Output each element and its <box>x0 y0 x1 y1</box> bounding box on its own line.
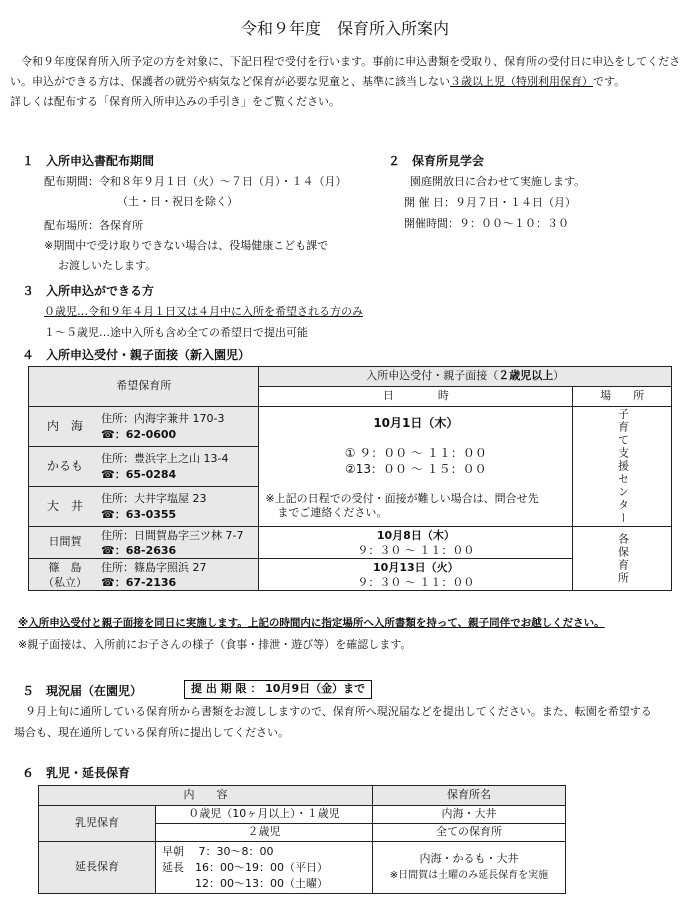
section2-line2: 開 催 日：９月７日・１４日（月） <box>404 196 576 209</box>
nursery-row-karumo <box>29 447 259 487</box>
nursery-name: 大 井 <box>46 499 83 514</box>
section3-line1: ０歳児…令和９年４月１日又は４月中に入所を希望される方のみ <box>44 305 363 318</box>
nursery-phone: ☎：67-2136 <box>101 575 177 589</box>
section4-foot2: ※親子面接は、入所前にお子さんの様子（食事・排泄・遊び等）を確認します。 <box>18 638 412 651</box>
nursery-name: かるも <box>46 459 83 474</box>
intro-p1-end: です。 <box>593 75 626 88</box>
col-name: 保育所名 <box>373 786 566 806</box>
col-place: 場 所 <box>573 387 672 407</box>
place-each: 各保育所 <box>573 527 672 591</box>
section1-note1: ※期間中で受け取りできない場合は、役場健康こども課で <box>44 239 329 252</box>
date2: 10月8日（木） <box>376 528 455 542</box>
nursery-row-utsumi <box>29 407 259 447</box>
ext-names: 内海・かるも・大井 ※日間賀は土曜のみ延長保育を実施 <box>373 842 566 894</box>
nursery-phone: ☎：63-0355 <box>101 507 177 521</box>
time1a: ① ９：００ 〜 １１：００ <box>344 446 487 461</box>
section5-line2: 場合も、現在通所している保育所に提出してください。 <box>14 726 289 739</box>
nursery-name: 内 海 <box>46 419 83 434</box>
nursery-name: 日間賀 <box>48 535 82 549</box>
nursery-row-himaka <box>29 527 259 559</box>
infant-r1-name: 内海・大井 <box>373 806 566 824</box>
infant-label: 乳児保育 <box>39 806 156 842</box>
section1-period: 配布期間：令和８年９月１日（火）〜７日（月）・１４（月） <box>44 175 347 188</box>
col-content: 内 容 <box>39 786 373 806</box>
nursery-phone: ☎：62-0600 <box>101 427 177 441</box>
intro-text <box>10 52 682 112</box>
nursery-phone: ☎：65-0284 <box>101 467 177 481</box>
col-nursery: 希望保育所 <box>29 367 259 407</box>
section6-heading: ６ 乳児・延長保育 <box>22 766 131 780</box>
section1-heading: １ 入所申込書配布期間 <box>22 154 155 168</box>
infant-r1: ０歳児（10ヶ月以上）・１歳児 <box>156 806 373 824</box>
time2: ９：３０ 〜 １１：００ <box>357 543 475 557</box>
section1-period2: （土・日・祝日を除く） <box>117 195 238 208</box>
nursery-row-oi <box>29 487 259 527</box>
section2-line3: 開催時間：９：００〜１０：３０ <box>404 217 569 230</box>
intro-p1-underline: ３歳以上児（特別利用保育） <box>450 75 593 88</box>
nursery-address: 住所：日間賀島字三ツ林 7-7 <box>101 528 244 542</box>
nursery-name: 篠 島 （私立） <box>43 560 87 589</box>
date-block-1 <box>259 407 573 527</box>
nursery-address: 住所：豊浜字上之山 13-4 <box>101 451 229 465</box>
date-block-2 <box>259 527 573 559</box>
section1-place: 配布場所：各保育所 <box>44 219 143 232</box>
section4-foot1: ※入所申込受付と親子面接を同日に実施します。上記の時間内に指定場所へ入所書類を持って、親子同伴でお越しください。 <box>18 617 605 629</box>
date1: 10月1日（木） <box>373 416 459 430</box>
section2-line1: 園庭開放日に合わせて実施します。 <box>410 175 586 188</box>
nursery-address: 住所：内海字兼井 170-3 <box>101 411 225 425</box>
section3-heading: ３ 入所申込ができる方 <box>22 284 155 298</box>
ext-label: 延長保育 <box>39 842 156 894</box>
date1-note-b: までご連絡ください。 <box>277 506 388 520</box>
section5-heading: ５ 現況届（在園児） <box>22 684 143 698</box>
section5-deadline: 提 出 期 限 ： 10月9日（金）まで <box>184 680 372 699</box>
intro-p1: 令和９年度保育所入所予定の方を対象に、下記日程で受付を行います。事前に申込書類を受取り、保育所の受付日に申込をしてください。申込ができる方は、保護者の就労や病気など保育が必要な児童と、基準に該当しない <box>10 55 681 88</box>
infant-extended-table <box>38 785 566 894</box>
section5-line1: ９月上旬に通所している保育所から書類をお渡ししますので、保育所へ現況届などを提出してください。また、転園を希望する <box>14 705 652 718</box>
col-date: 日 時 <box>259 387 573 407</box>
page-title: 令和９年度 保育所入所案内 <box>240 19 449 38</box>
intro-p2: 詳しくは配布する「保育所入所申込みの手引き」をご覧ください。 <box>10 95 340 108</box>
nursery-row-shinojima <box>29 559 259 591</box>
infant-r2-name: 全ての保育所 <box>373 824 566 842</box>
date3: 10月13日（火） <box>373 560 459 574</box>
time3: ９：３０ 〜 １１：００ <box>357 575 475 589</box>
ext-times: 早朝 7：30〜8：00 延長 16：00〜19：00（平日） 12：00〜13：00（土曜） <box>156 842 373 894</box>
section2-heading: ２ 保育所見学会 <box>388 154 485 168</box>
infant-r2: ２歳児 <box>156 824 373 842</box>
intake-schedule-table <box>28 366 672 591</box>
time1b: ②13：００ 〜 １５：００ <box>345 462 487 477</box>
place-center: 子育て支援センター <box>573 407 672 527</box>
nursery-address: 住所：大井字塩屋 23 <box>101 491 207 505</box>
nursery-phone: ☎：68-2636 <box>101 543 177 557</box>
nursery-address: 住所：篠島字照浜 27 <box>101 560 207 574</box>
section3-line2: １〜５歳児…途中入所も含め全ての希望日で提出可能 <box>44 326 308 339</box>
section4-heading: ４ 入所申込受付・親子面接（新入園児） <box>22 348 251 362</box>
date1-note-a: ※上記の日程での受付・面接が難しい場合は、問合せ先 <box>265 491 539 505</box>
date-block-3 <box>259 559 573 591</box>
col-main: 入所申込受付・親子面接（２歳児以上） <box>259 367 672 387</box>
section1-note2: お渡しいたします。 <box>58 259 157 272</box>
